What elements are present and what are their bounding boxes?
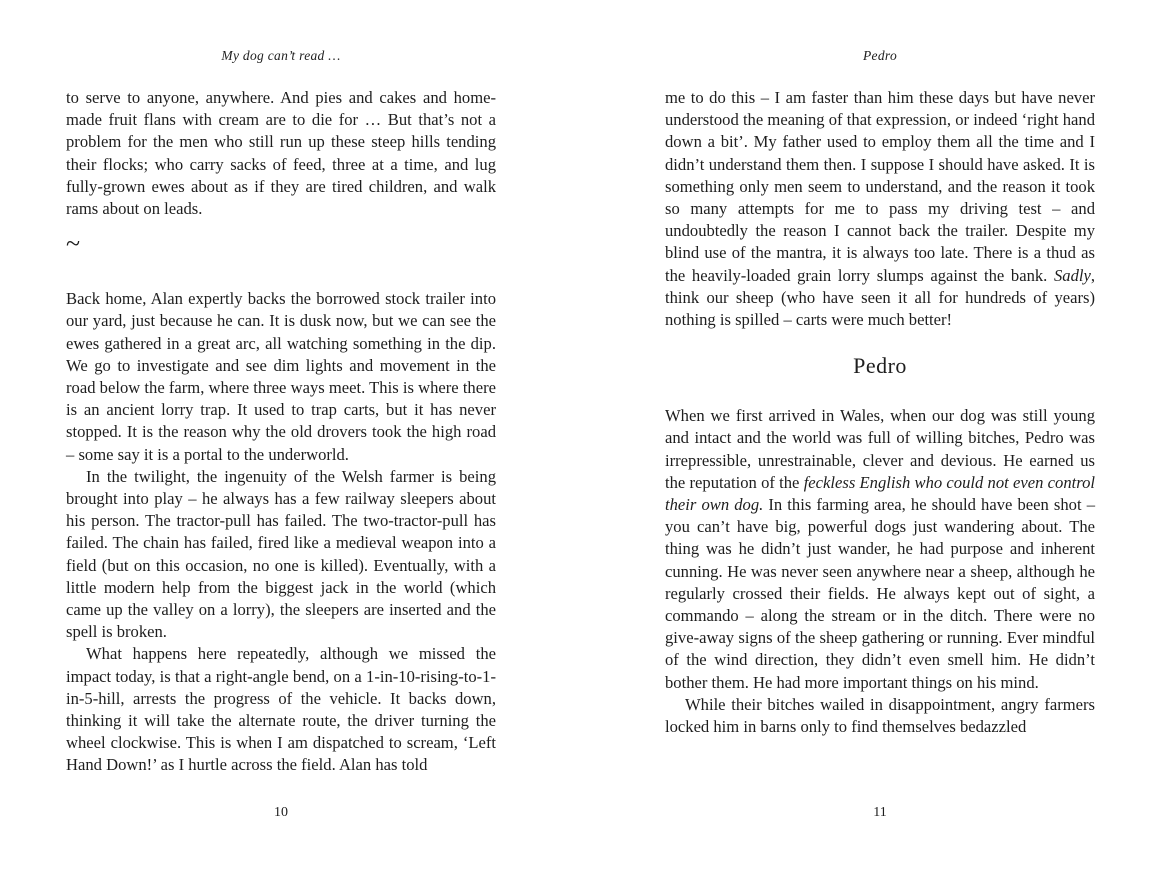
paragraph: Back home, Alan expertly backs the borrowed stock trailer into our yard, just because he can. It is dusk now, but we can see the ewes gathered in a great arc, all watching something in the dip. We go to investigate and see dim lights and movement in the road below the farm, where three ways meet. This is where there is an ancient lorry trap. It used to trap carts, but it has never stopped. It is the reason why the old drovers took the high road – some say it is a portal to the underworld. (66, 289, 496, 464)
text-run: me to do this – I am faster than him these days but have never understood the meaning of that expression, or indeed ‘right hand down a bit’. My father used to employ them all the time and I didn’t understand them then. I suppose I should have asked. It is something only men seem to understand, and the reason it took so many attempts for me to pass my driving test – and undoubtedly the reason I cannot back the trailer. Despite my blind use of the mantra, it is always too late. There is a thud as the heavily-loaded grain lorry slumps against the bank. (665, 88, 1095, 285)
paragraph (665, 405, 1095, 694)
text-run: In this farming area, he should have been shot – you can’t have big, powerful dogs just wandering about. The thing was he didn’t just wander, he had purpose and inherent cunning. He was never seen anywhere near a sheep, although he regularly crossed their fields. He always kept out of sight, a commando – along the stream or in the ditch. There were no give-away signs of the sheep gathering or running. Ever mindful of the wind direction, they didn’t even smell him. He didn’t bother them. He had more important things on his mind. (665, 495, 1095, 692)
chapter-title: Pedro (853, 353, 907, 379)
paragraph (665, 87, 1095, 331)
left-page (66, 0, 496, 890)
page-number: 11 (873, 805, 887, 820)
paragraph: While their bitches wailed in disappointment, angry farmers locked him in barns only to find themselves bedazzled (665, 694, 1095, 737)
section-break-ornament: ~ (66, 229, 81, 259)
text-run: When we first arrived in Wales, when our dog was still young and intact and the world was full of willing bitches, Pedro was irrepressible, unrestrainable, clever and devious. He earned us the reputation of the (665, 406, 1095, 492)
running-head: Pedro (863, 48, 897, 63)
page-number: 10 (274, 805, 288, 820)
paragraph: to serve to anyone, anywhere. And pies and cakes and home-made fruit flans with cream are to die for … But that’s not a problem for the men who still run up these steep hills tending their flocks; who carry sacks of feed, three at a time, and lug fully-grown ewes about as if they are tired children, and walk rams about on leads. (66, 88, 496, 219)
body-text (665, 87, 1095, 738)
running-head: My dog can’t read … (221, 48, 341, 63)
emphasis: Sadly (1053, 265, 1091, 285)
emphasis: feckless English who could not even control their own dog. (665, 472, 1095, 515)
right-page (665, 0, 1095, 890)
paragraph: In the twilight, the ingenuity of the Welsh farmer is being brought into play – he always has a few railway sleepers about his person. The tractor-pull has failed. The two-tractor-pull has failed. The chain has failed, fired like a medieval weapon into a field (but on this occasion, no one is killed). Eventually, with a little modern help from the biggest jack in the world (which came up the valley on a lorry), the sleepers are inserted and the spell is broken. (66, 466, 496, 642)
text-run: , think our sheep (who have seen it all for hundreds of years) nothing is spilled – carts were much better! (665, 265, 1095, 330)
body-text (66, 87, 496, 777)
paragraph: What happens here repeatedly, although we missed the impact today, is that a right-angle bend, on a 1-in-10-rising-to-1-in-5-hill, arrests the progress of the vehicle. It backs down, thinking it will take the alternate route, the driver turning the wheel clockwise. This is when I am dispatched to scream, ‘Left Hand Down!’ as I hurtle across the field. Alan has told (66, 644, 496, 775)
